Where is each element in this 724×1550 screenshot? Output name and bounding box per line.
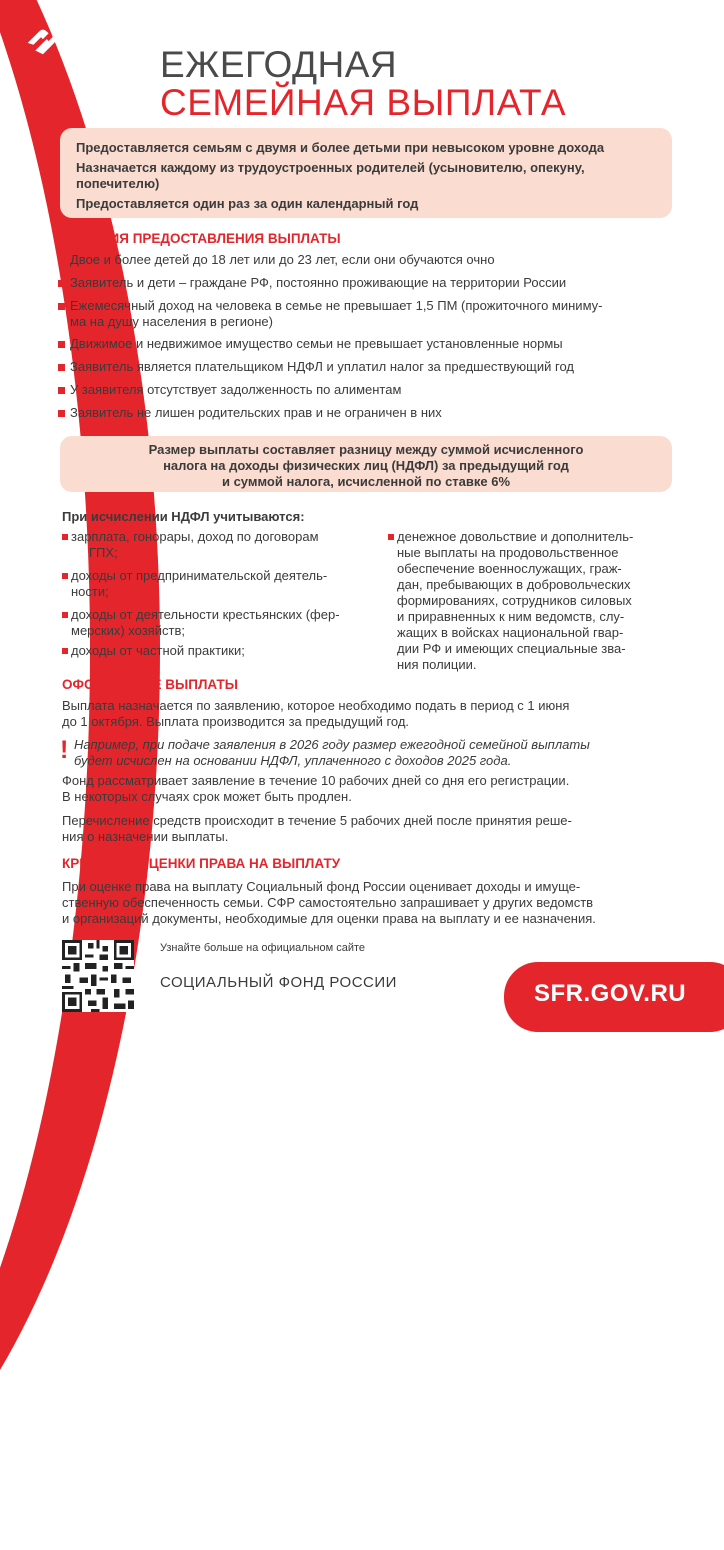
- condition-item: Двое и более детей до 18 лет или до 23 лет, если они обучаются очно: [58, 252, 674, 268]
- paragraph-line: Выплата назначается по заявлению, которое необходимо подать в период с 1 июня: [62, 698, 570, 713]
- criteria-paragraph: [62, 879, 672, 927]
- sfr-logo-icon: [22, 22, 60, 60]
- example-line: Например, при подаче заявления в 2026 году размер ежегодной семейной выплаты: [74, 737, 590, 752]
- paragraph-line: Фонд рассматривает заявление в течение 10 рабочих дней со дня его регистрации.: [62, 773, 570, 788]
- payment-size-line: налога на доходы физических лиц (НДФЛ) за предыдущий год: [163, 458, 569, 473]
- summary-line: Предоставляется один раз за один календарный год: [76, 196, 419, 211]
- ndfl-right-line: дан, пребывающих в добровольческих: [397, 577, 631, 592]
- registration-heading: ОФОРМЛЕНИЕ ВЫПЛАТЫ: [62, 677, 238, 692]
- website-link-label: SFR.GOV.RU: [534, 980, 687, 1007]
- ndfl-right-line: денежное довольствие и дополнитель-: [397, 529, 634, 544]
- payment-size-box: [60, 436, 672, 492]
- ndfl-left-line: мерских) хозяйств;: [71, 623, 185, 638]
- example-note: [74, 737, 674, 769]
- paragraph-line: ственную обеспеченность семьи. СФР самостоятельно запрашивает у других ведомств: [62, 895, 594, 910]
- ndfl-right-line: жащих в войсках национальной гвар-: [397, 625, 624, 640]
- registration-paragraph: [62, 698, 672, 730]
- qr-code-icon[interactable]: [62, 940, 134, 1012]
- conditions-heading: УСЛОВИЯ ПРЕДОСТАВЛЕНИЯ ВЫПЛАТЫ: [62, 231, 341, 246]
- ndfl-heading: При исчислении НДФЛ учитываются:: [62, 509, 305, 524]
- exclamation-icon: !: [60, 736, 69, 764]
- ndfl-left-line: доходы от частной практики;: [71, 643, 245, 658]
- review-paragraph: [62, 773, 672, 805]
- organization-name: СОЦИАЛЬНЫЙ ФОНД РОССИИ: [160, 974, 397, 991]
- ndfl-right-line: и приравненных к ним ведомств, слу-: [397, 609, 625, 624]
- condition-line: Ежемесячный доход на человека в семье не превышает 1,5 ПМ (прожиточного миниму-: [70, 298, 603, 313]
- example-line: будет исчислен на основании НДФЛ, уплаченного с доходов 2025 года.: [74, 753, 512, 768]
- condition-line: ма на душу населения в регионе): [70, 314, 273, 329]
- ndfl-right-line: ния полиции.: [397, 657, 477, 672]
- condition-item: Заявитель не лишен родительских прав и не ограничен в них: [58, 405, 674, 421]
- payment-size-line: Размер выплаты составляет разницу между суммой исчисленного: [148, 442, 584, 457]
- ndfl-right-line: ные выплаты на продовольственное: [397, 545, 619, 560]
- transfer-paragraph: [62, 813, 672, 845]
- payment-size-line: и суммой налога, исчисленной по ставке 6%: [221, 474, 511, 489]
- paragraph-line: и организаций документы, необходимые для оценки права на выплату и ее назначения.: [62, 911, 596, 926]
- website-link-button[interactable]: [504, 962, 724, 1032]
- ndfl-right-line: обеспечение военнослужащих, граж-: [397, 561, 622, 576]
- summary-box: [60, 128, 672, 218]
- ndfl-left-item: [62, 568, 371, 600]
- ndfl-left-line: доходы от деятельности крестьянских (фер-: [71, 607, 340, 622]
- ndfl-right-item: [388, 529, 682, 673]
- ndfl-left-item: [62, 607, 371, 639]
- page-title-line1: ЕЖЕГОДНАЯ: [160, 44, 398, 85]
- ndfl-left-line: доходы от предпринимательской деятель-: [71, 568, 328, 583]
- ndfl-left-item: [62, 643, 371, 659]
- ndfl-right-line: формированиях, сотрудников силовых: [397, 593, 632, 608]
- paragraph-line: В некоторых случаях срок может быть продлен.: [62, 789, 352, 804]
- paragraph-line: При оценке права на выплату Социальный фонд России оценивает доходы и имуще-: [62, 879, 581, 894]
- ndfl-left-line: ности;: [71, 584, 109, 599]
- summary-line: Назначается каждому из трудоустроенных родителей (усыновителю, опекуну,: [76, 160, 585, 175]
- condition-item: У заявителя отсутствует задолженность по алиментам: [58, 382, 674, 398]
- learn-more-text: Узнайте больше на официальном сайте: [160, 942, 366, 954]
- page-title-line2: СЕМЕЙНАЯ ВЫПЛАТА: [160, 82, 567, 123]
- condition-item: Заявитель и дети – граждане РФ, постоянно проживающие на территории России: [58, 275, 674, 291]
- condition-item: Движимое и недвижимое имущество семьи не превышает установленные нормы: [58, 336, 674, 352]
- summary-line: попечителю): [76, 176, 160, 191]
- ndfl-left-line: ГПХ;: [89, 545, 118, 560]
- condition-item: [58, 298, 674, 330]
- ndfl-left-line: зарплата, гонорары, доход по договорам: [71, 529, 319, 544]
- criteria-heading: КРИТЕРИИ ОЦЕНКИ ПРАВА НА ВЫПЛАТУ: [62, 856, 341, 871]
- condition-item: Заявитель является плательщиком НДФЛ и уплатил налог за предшествующий год: [58, 359, 674, 375]
- ndfl-left-item: [62, 529, 371, 561]
- paragraph-line: Перечисление средств происходит в течение 5 рабочих дней после принятия реше-: [62, 813, 572, 828]
- paragraph-line: ния о назначении выплаты.: [62, 829, 229, 844]
- paragraph-line: до 1 октября. Выплата производится за предыдущий год.: [62, 714, 410, 729]
- ndfl-right-line: дии РФ и имеющих специальные зва-: [397, 641, 626, 656]
- summary-line: Предоставляется семьям с двумя и более детьми при невысоком уровне дохода: [76, 140, 605, 155]
